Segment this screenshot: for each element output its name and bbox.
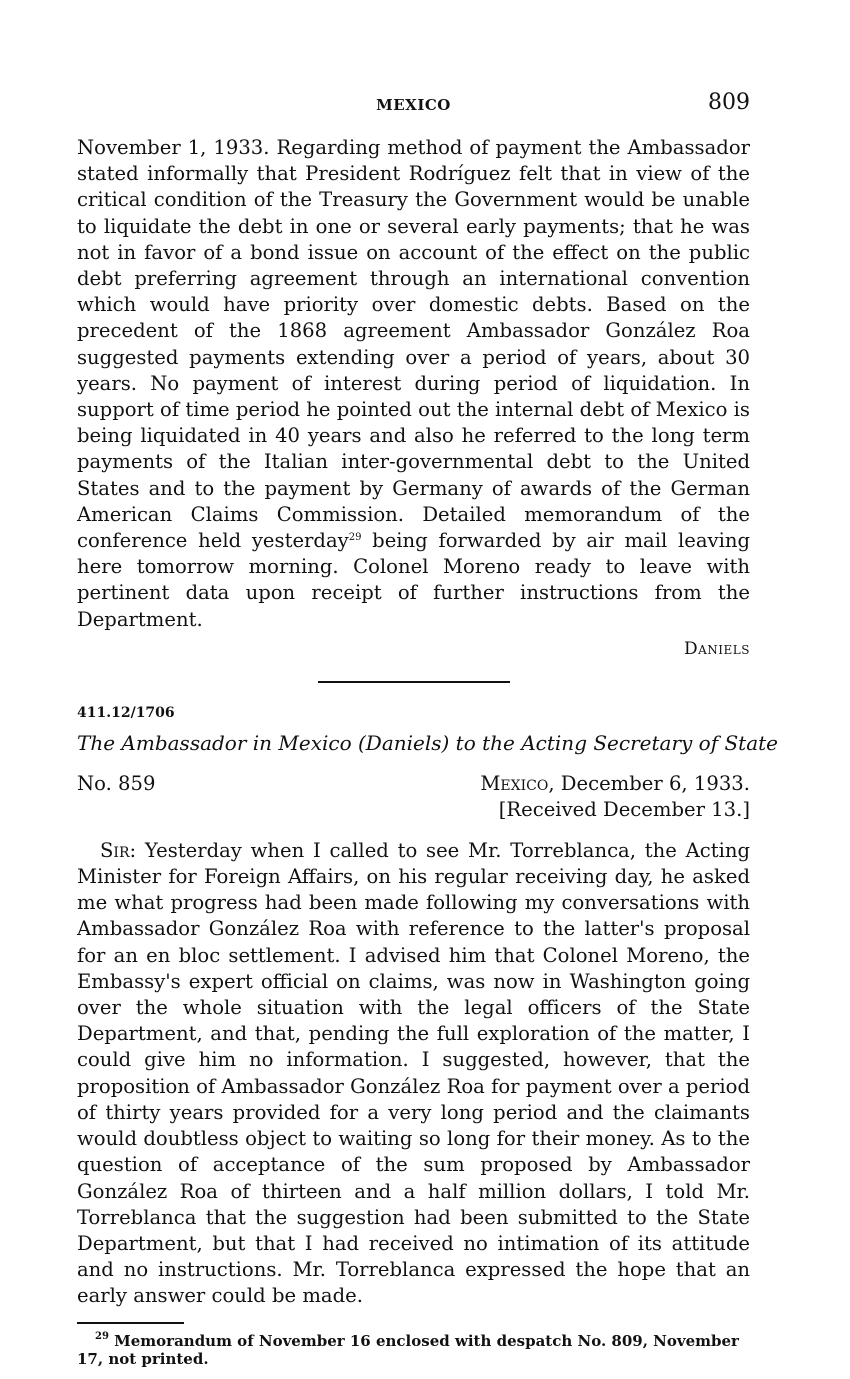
- dispatch-date: , December 6, 1933.: [548, 771, 750, 795]
- dateline: [77, 772, 750, 828]
- paragraph-text-part-1: November 1, 1933. Regarding method of payment the Ambassador stated informally that President Rodríguez felt that in view of the critical condition of the Treasury the Government would be unable to liquidate the debt in one or several early payments; that he was not in favor of a bond issue on account of the effect on the public debt preferring agreement through an international convention which would have priority over domestic debts. Based on the precedent of the 1868 agreement Ambassador González Roa suggested payments extending over a period of years, about 30 years. No payment of interest during period of liquidation. In support of time period he pointed out the internal debt of Mexico is being liquidated in 40 years and also he referred to the long term payments of the Italian inter-governmental debt to the United States and to the payment by Germany of awards of the German American Claims Commission. Detailed memorandum of the conference held yesterday: [77, 136, 750, 553]
- footnote-marker: 29: [95, 1330, 109, 1342]
- footnote-text: Memorandum of November 16 enclosed with despatch No. 809, November 17, not printed.: [77, 1331, 739, 1368]
- place-name: Mexico: [480, 771, 549, 795]
- letter-body-text: : Yesterday when I called to see Mr. Torreblanca, the Acting Minister for Foreign Affairs, on his regular receiving day, he asked me what progress had been made following my conversations with Ambassador González Roa with reference to the latter's proposal for an en bloc settlement. I advised him that Colonel Moreno, the Embassy's expert official on claims, was now in Washington going over the whole situation with the legal officers of the State Department, and that, pending the full exploration of the matter, I could give him no information. I suggested, however, that the proposition of Ambassador González Roa for payment over a period of thirty years provided for a very long period and the claimants would doubtless object to waiting so long for their money. As to the question of acceptance of the sum proposed by Ambassador González Roa of thirteen and a half million dollars, I told Mr. Torreblanca that the suggestion had been submitted to the State Department, but that I had received no intimation of its attitude and no instructions. Mr. Torreblanca expressed the hope that an early answer could be made.: [77, 838, 750, 1308]
- footnote-divider: [77, 1322, 184, 1324]
- letter-body-paragraph: [77, 838, 750, 1310]
- signature: Daniels: [684, 638, 750, 659]
- document-heading: The Ambassador in Mexico (Daniels) to the Acting Secretary of State: [77, 730, 778, 755]
- page-number: 809: [708, 90, 750, 115]
- footnote-reference: 29: [348, 532, 362, 544]
- document-page: [77, 90, 778, 1368]
- salutation: Sir: [100, 838, 130, 862]
- running-title: MEXICO: [376, 96, 451, 114]
- dispatch-number: No. 859: [77, 771, 156, 795]
- section-divider: [318, 681, 510, 683]
- running-header: [77, 90, 750, 120]
- file-number: 411.12/1706: [77, 704, 175, 721]
- continued-telegram-paragraph: [77, 135, 750, 633]
- paragraph-text-part-2: being forwarded by air mail leaving here tomorrow morning. Colonel Moreno ready to leave with pertinent data upon receipt of further instructions from the Department.: [77, 529, 750, 631]
- received-date: [Received December 13.]: [498, 797, 750, 821]
- footnote: [77, 1332, 750, 1368]
- place-and-date: [480, 772, 750, 795]
